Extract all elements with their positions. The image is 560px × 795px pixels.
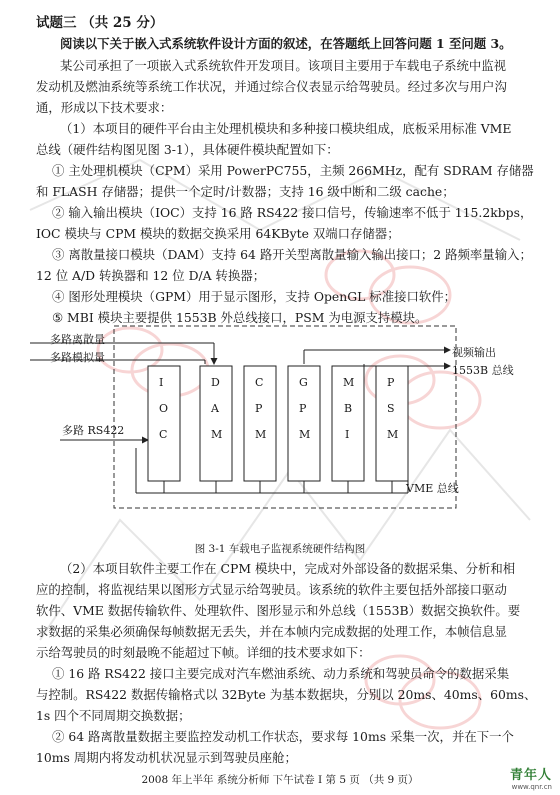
paragraph-line: 某公司承担了一项嵌入式系统软件开发项目。该项目主要用于车载电子系统中监视 — [60, 58, 507, 73]
module-letter: M — [255, 428, 267, 441]
module-letter: M — [387, 428, 399, 441]
site-logo — [510, 764, 552, 791]
module-letter: G — [299, 376, 308, 389]
module-letter: I — [345, 428, 350, 441]
paragraph-line: （1）本项目的硬件平台由主处理机模块和多种接口模块组成，底板采用标准 VME — [60, 121, 512, 136]
module-letter: P — [255, 402, 263, 415]
module-letter: A — [211, 402, 219, 415]
list-item: 10ms 周期内将发动机状况显示到驾驶员座舱； — [36, 750, 297, 765]
module-ioc — [148, 366, 180, 481]
list-item: ① 16 路 RS422 接口主要完成对汽车燃油系统、动力系统和驾驶员命令的数据采集 — [52, 666, 510, 681]
list-item: 和 FLASH 存储器；提供一个定时/计数器；支持 16 级中断和二级 cache； — [36, 184, 455, 199]
label-analog-input: 多路模拟量 — [50, 351, 105, 364]
module-letter: M — [299, 428, 311, 441]
list-item: ④ 图形处理模块（GPM）用于显示图形，支持 OpenGL 标准接口软件； — [52, 289, 457, 304]
module-letter: C — [255, 376, 264, 389]
label-vme-bus: VME 总线 — [406, 482, 459, 495]
module-letter: P — [299, 402, 307, 415]
paragraph-line: 求数据的采集必须确保每帧数据无丢失，并在本帧内完成数据的处理工作，本帧信息显 — [36, 624, 507, 639]
module-letter: C — [159, 428, 168, 441]
list-item: 与控制。RS422 数据传输格式以 32Byte 为基本数据块，分别以 20ms、40ms、60ms、 — [36, 687, 537, 702]
instruction-text: 阅读以下关于嵌入式系统软件设计方面的叙述，在答题纸上回答问题 1 至问题 3。 — [60, 36, 512, 51]
module-letter: D — [211, 376, 220, 389]
list-item: 1s 四个不同周期交换数据； — [36, 708, 191, 723]
list-item: ① 主处理机模块（CPM）采用 PowerPC755，主频 266MHz，配有 SDRAM 存储器 — [52, 163, 534, 178]
module-letter: O — [159, 402, 169, 415]
paragraph-line: 通，形成以下技术要求： — [36, 100, 173, 115]
module-letter: I — [159, 376, 164, 389]
module-letter: P — [387, 376, 395, 389]
module-letter: M — [211, 428, 223, 441]
page-footer: 2008 年上半年 系统分析师 下午试卷 I 第 5 页 （共 9 页） — [141, 774, 419, 786]
question-title: 试题三 （共 25 分） — [36, 15, 164, 31]
logo-url: www.qnr.cn — [511, 783, 552, 791]
label-1553b-bus: 1553B 总线 — [452, 364, 514, 377]
paragraph-line: 发动机及燃油系统等系统工作状况，并通过综合仪表显示给驾驶员。经过多次与用户沟 — [36, 79, 507, 94]
list-item: ③ 离散量接口模块（DAM）支持 64 路开关型离散量输入输出接口；2 路频率量输入； — [52, 247, 532, 262]
paragraph-line: 软件、VME 数据传输软件、处理软件、图形显示和外总线（1553B）数据交换软件。要 — [36, 603, 521, 618]
paragraph-line: （2）本项目软件主要工作在 CPM 模块中，完成对外部设备的数据采集、分析和相 — [60, 561, 516, 576]
label-rs422-input: 多路 RS422 — [62, 424, 125, 437]
module-letter: M — [343, 376, 355, 389]
hardware-diagram — [30, 318, 530, 523]
list-item: IOC 模块与 CPM 模块的数据交换采用 64KByte 双端口存储器； — [36, 226, 400, 241]
paragraph-line: 应的控制，将监视结果以图形方式显示给驾驶员。该系统的软件主要包括外部接口驱动 — [36, 582, 507, 597]
module-letter: S — [387, 402, 395, 415]
paragraph-line: 总线（硬件结构图见图 3-1），具体硬件模块配置如下： — [36, 142, 339, 157]
list-item: ② 64 路离散量数据主要监控发动机工作状态，要求每 10ms 采集一次，并在下一个 — [52, 729, 514, 744]
list-item: ② 输入输出模块（IOC）支持 16 路 RS422 接口信号，传输速率不低于 115.2kbps， — [52, 205, 533, 220]
module-letter: B — [344, 402, 353, 415]
list-item: ⑤ MBI 模块主要提供 1553B 外总线接口，PSM 为电源支持模块。 — [52, 310, 428, 325]
paragraph-line: 示给驾驶员的时刻最晚不能超过下帧。详细的技术要求如下： — [36, 645, 371, 660]
figure-caption: 图 3-1 车载电子监视系统硬件结构图 — [194, 543, 366, 555]
list-item: 12 位 A/D 转换器和 12 位 D/A 转换器； — [36, 268, 266, 283]
label-video-output: 视频输出 — [452, 346, 496, 359]
logo-text: 青年人 — [509, 768, 552, 783]
label-discrete-input: 多路离散量 — [50, 333, 105, 346]
